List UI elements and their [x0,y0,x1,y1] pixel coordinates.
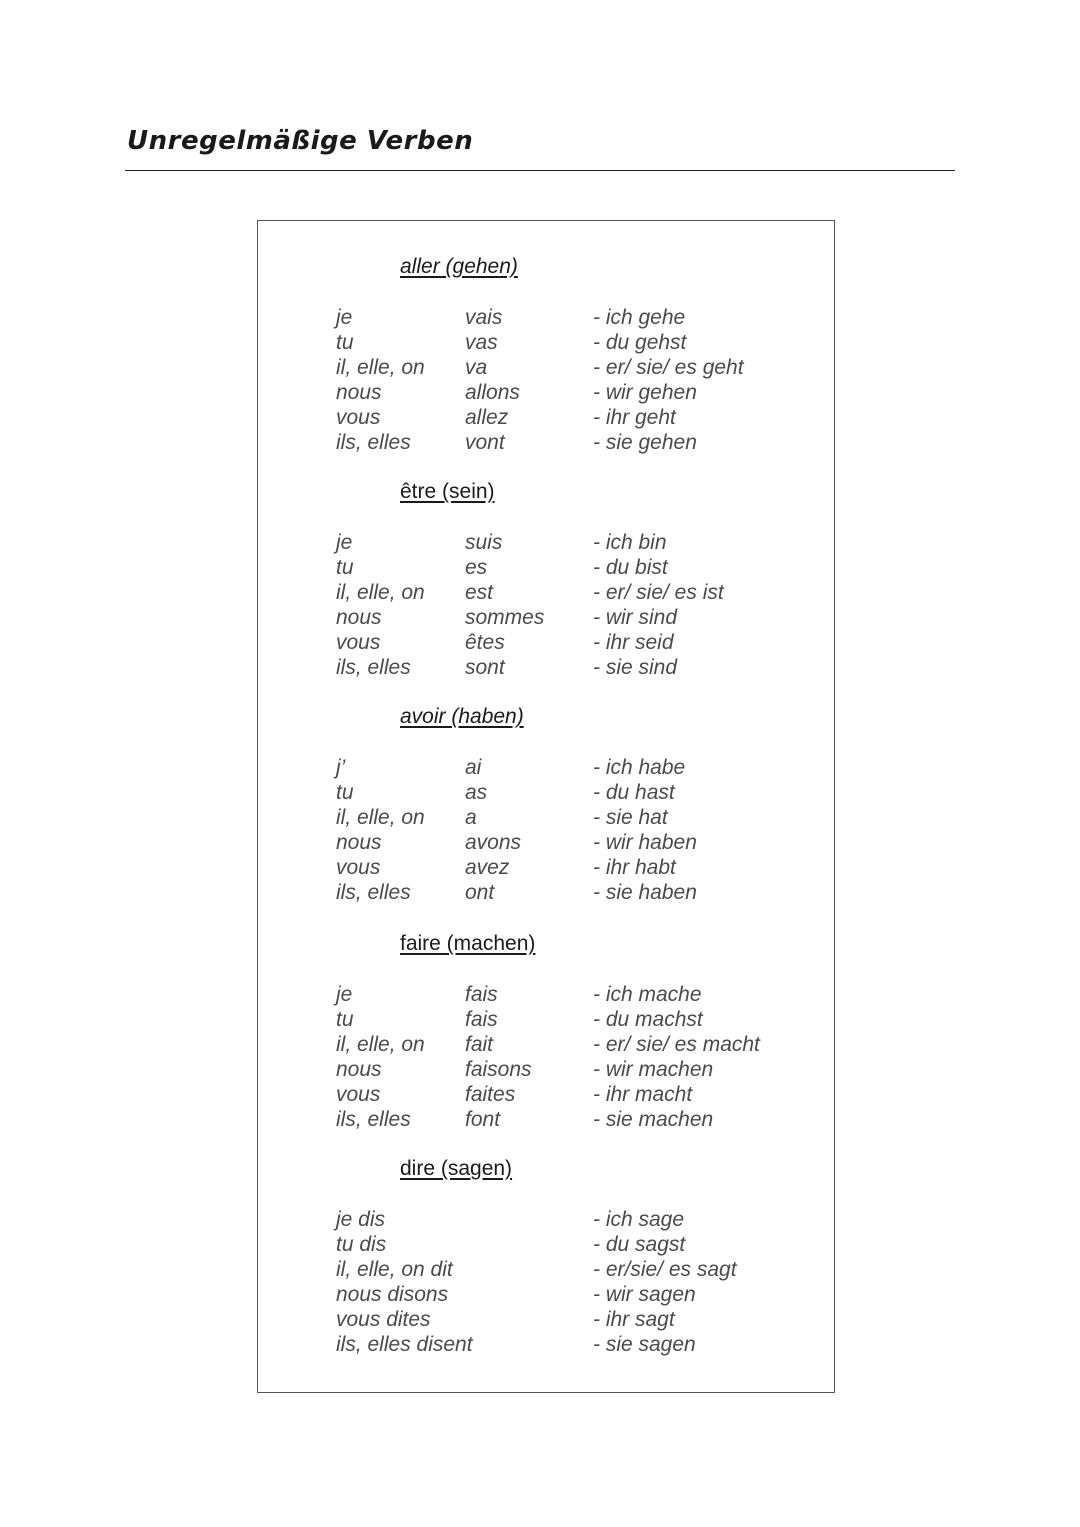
pronoun: tu [336,556,354,579]
pronoun-with-form: vous dites [336,1308,431,1331]
conjugation-list [258,982,834,1132]
pronoun: nous [336,606,382,629]
verb-form: vont [465,431,505,454]
conjugation-list [258,305,834,455]
verb-heading: faire (machen) [400,932,536,955]
german-translation: - du gehst [593,331,687,354]
german-translation: - wir sagen [593,1283,696,1306]
pronoun: il, elle, on [336,356,425,379]
verb-form: est [465,581,494,604]
conjugation-row [258,355,834,380]
verb-form: vas [465,331,498,354]
german-translation: - sie haben [593,881,697,904]
pronoun: nous [336,1058,382,1081]
verb-form: ont [465,881,495,904]
conjugation-row [258,780,834,805]
german-translation: - ich bin [593,531,667,554]
conjugation-row [258,405,834,430]
verb-form: es [465,556,488,579]
german-translation: - sie gehen [593,431,697,454]
conjugation-row [258,982,834,1007]
german-translation: - ihr geht [593,406,676,429]
conjugation-row [258,1057,834,1082]
pronoun: nous [336,831,382,854]
conjugation-row [258,755,834,780]
german-translation: - sie hat [593,806,668,829]
pronoun: vous [336,631,381,654]
pronoun: je [336,531,353,554]
verb-form: êtes [465,631,505,654]
conjugation-row [258,605,834,630]
conjugation-row [258,1232,834,1257]
conjugation-row [258,555,834,580]
conjugation-row [258,530,834,555]
pronoun-with-form: nous disons [336,1283,449,1306]
verb-form: allons [465,381,520,404]
conjugation-row [258,630,834,655]
pronoun: il, elle, on [336,806,425,829]
conjugation-row [258,430,834,455]
pronoun: tu [336,1008,354,1031]
title-divider [125,170,955,171]
conjugation-row [258,855,834,880]
conjugation-row [258,1007,834,1032]
german-translation: - ich sage [593,1208,685,1231]
pronoun: vous [336,406,381,429]
pronoun: il, elle, on [336,581,425,604]
verb-form: sont [465,656,505,679]
conjugation-row [258,1307,834,1332]
german-translation: - du sagst [593,1233,686,1256]
pronoun: ils, elles [336,1108,411,1131]
pronoun: je [336,983,353,1006]
pronoun: je [336,306,353,329]
verb-form: vais [465,306,503,329]
conjugation-row [258,1257,834,1282]
pronoun: ils, elles [336,431,411,454]
pronoun: vous [336,856,381,879]
conjugation-row [258,655,834,680]
conjugation-row [258,1332,834,1357]
german-translation: - ihr seid [593,631,674,654]
german-translation: - wir sind [593,606,678,629]
verb-heading: avoir (haben) [400,705,524,728]
conjugation-row [258,1282,834,1307]
conjugation-row [258,305,834,330]
german-translation: - er/ sie/ es geht [593,356,744,379]
conjugation-row [258,1107,834,1132]
verb-form: fait [465,1033,494,1056]
conjugation-row [258,1207,834,1232]
german-translation: - sie machen [593,1108,714,1131]
pronoun-with-form: ils, elles disent [336,1333,473,1356]
verb-form: faisons [465,1058,532,1081]
conjugation-row [258,580,834,605]
conjugation-row [258,1082,834,1107]
pronoun: il, elle, on [336,1033,425,1056]
verb-form: sommes [465,606,545,629]
pronoun: tu [336,781,354,804]
verb-form: avons [465,831,522,854]
german-translation: - er/sie/ es sagt [593,1258,737,1281]
conjugation-row [258,1032,834,1057]
pronoun-with-form: tu dis [336,1233,387,1256]
verb-heading: aller (gehen) [400,255,518,278]
conjugation-list [258,755,834,905]
pronoun: vous [336,1083,381,1106]
verb-form: font [465,1108,501,1131]
german-translation: - wir machen [593,1058,714,1081]
conjugation-row [258,830,834,855]
verb-heading: dire (sagen) [400,1157,513,1180]
german-translation: - er/ sie/ es ist [593,581,724,604]
german-translation: - du hast [593,781,675,804]
conjugation-row [258,330,834,355]
german-translation: - ihr sagt [593,1308,675,1331]
german-translation: - ihr habt [593,856,676,879]
verb-form: avez [465,856,510,879]
pronoun: nous [336,381,382,404]
pronoun: ils, elles [336,656,411,679]
german-translation: - ich mache [593,983,702,1006]
verb-table-box [257,220,835,1393]
verb-form: ai [465,756,482,779]
german-translation: - du machst [593,1008,703,1031]
german-translation: - wir gehen [593,381,697,404]
german-translation: - sie sind [593,656,678,679]
page-title: Unregelmäßige Verben [127,126,474,156]
verb-form: va [465,356,488,379]
conjugation-row [258,805,834,830]
verb-heading: être (sein) [400,480,495,503]
german-translation: - er/ sie/ es macht [593,1033,760,1056]
pronoun: tu [336,331,354,354]
verb-form: fais [465,983,498,1006]
pronoun-with-form: il, elle, on dit [336,1258,453,1281]
german-translation: - ihr macht [593,1083,693,1106]
pronoun-with-form: je dis [336,1208,386,1231]
verb-form: allez [465,406,509,429]
pronoun: ils, elles [336,881,411,904]
conjugation-row [258,380,834,405]
german-translation: - wir haben [593,831,697,854]
verb-form: a [465,806,477,829]
verb-form: fais [465,1008,498,1031]
german-translation: - sie sagen [593,1333,696,1356]
conjugation-list [258,530,834,680]
german-translation: - ich habe [593,756,686,779]
verb-form: faites [465,1083,516,1106]
german-translation: - du bist [593,556,668,579]
german-translation: - ich gehe [593,306,686,329]
verb-form: suis [465,531,503,554]
conjugation-row [258,880,834,905]
conjugation-list [258,1207,834,1357]
verb-form: as [465,781,488,804]
pronoun: j’ [336,756,346,779]
